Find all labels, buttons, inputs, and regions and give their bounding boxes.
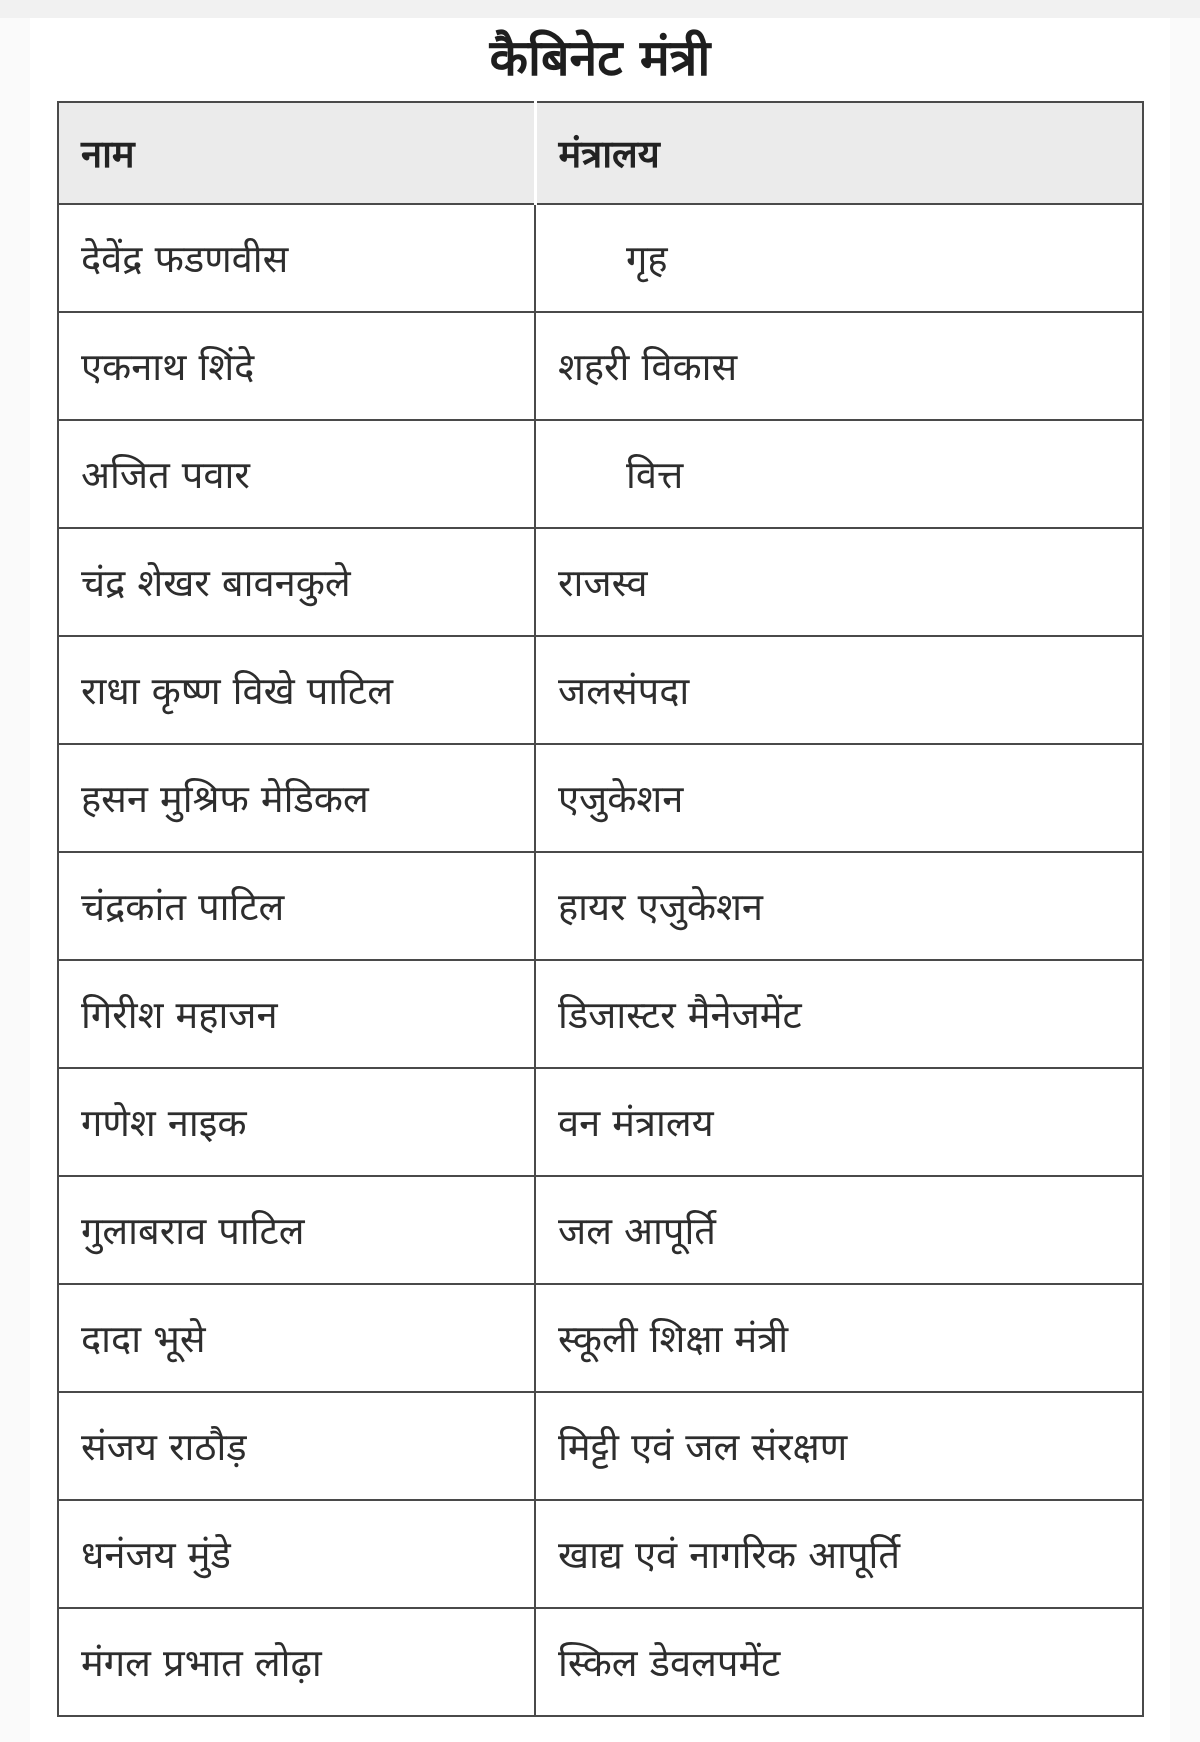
ministry-name: वन मंत्रालय: [535, 1068, 1143, 1176]
ministry-name: हायर एजुकेशन: [535, 852, 1143, 960]
ministry-name: गृह: [535, 204, 1143, 312]
table-row: [58, 852, 1143, 960]
minister-name: चंद्र शेखर बावनकुले: [58, 528, 535, 636]
right-margin: [1170, 18, 1200, 1742]
minister-name: संजय राठौड़: [58, 1392, 535, 1500]
ministry-name: मिट्टी एवं जल संरक्षण: [535, 1392, 1143, 1500]
ministry-name: स्कूली शिक्षा मंत्री: [535, 1284, 1143, 1392]
ministry-name: जल आपूर्ति: [535, 1176, 1143, 1284]
ministry-name: डिजास्टर मैनेजमेंट: [535, 960, 1143, 1068]
minister-name: राधा कृष्ण विखे पाटिल: [58, 636, 535, 744]
ministry-name: स्किल डेवलपमेंट: [535, 1608, 1143, 1716]
table-row: [58, 1500, 1143, 1608]
cabinet-table: [57, 101, 1144, 1717]
minister-name: मंगल प्रभात लोढ़ा: [58, 1608, 535, 1716]
minister-name: गणेश नाइक: [58, 1068, 535, 1176]
minister-name: धनंजय मुंडे: [58, 1500, 535, 1608]
ministry-name: जलसंपदा: [535, 636, 1143, 744]
minister-name: एकनाथ शिंदे: [58, 312, 535, 420]
minister-name: हसन मुश्रिफ मेडिकल: [58, 744, 535, 852]
table-row: [58, 1176, 1143, 1284]
minister-name: देवेंद्र फडणवीस: [58, 204, 535, 312]
table-row: [58, 960, 1143, 1068]
table-row: [58, 420, 1143, 528]
top-strip: [0, 0, 1200, 18]
minister-name: चंद्रकांत पाटिल: [58, 852, 535, 960]
table-header-row: [58, 102, 1143, 204]
header-name: नाम: [58, 102, 535, 204]
table-row: [58, 312, 1143, 420]
minister-name: दादा भूसे: [58, 1284, 535, 1392]
table-row: [58, 1068, 1143, 1176]
minister-name: गिरीश महाजन: [58, 960, 535, 1068]
ministry-name: शहरी विकास: [535, 312, 1143, 420]
left-margin: [0, 18, 30, 1742]
minister-name: गुलाबराव पाटिल: [58, 1176, 535, 1284]
table-row: [58, 1392, 1143, 1500]
table-row: [58, 744, 1143, 852]
table-row: [58, 1284, 1143, 1392]
table-row: [58, 636, 1143, 744]
table-row: [58, 204, 1143, 312]
ministry-name: वित्त: [535, 420, 1143, 528]
ministry-name: एजुकेशन: [535, 744, 1143, 852]
header-ministry: मंत्रालय: [535, 102, 1143, 204]
table-row: [58, 1608, 1143, 1716]
minister-name: अजित पवार: [58, 420, 535, 528]
table-row: [58, 528, 1143, 636]
ministry-name: खाद्य एवं नागरिक आपूर्ति: [535, 1500, 1143, 1608]
ministry-name: राजस्व: [535, 528, 1143, 636]
page-title: कैबिनेट मंत्री: [489, 29, 711, 87]
